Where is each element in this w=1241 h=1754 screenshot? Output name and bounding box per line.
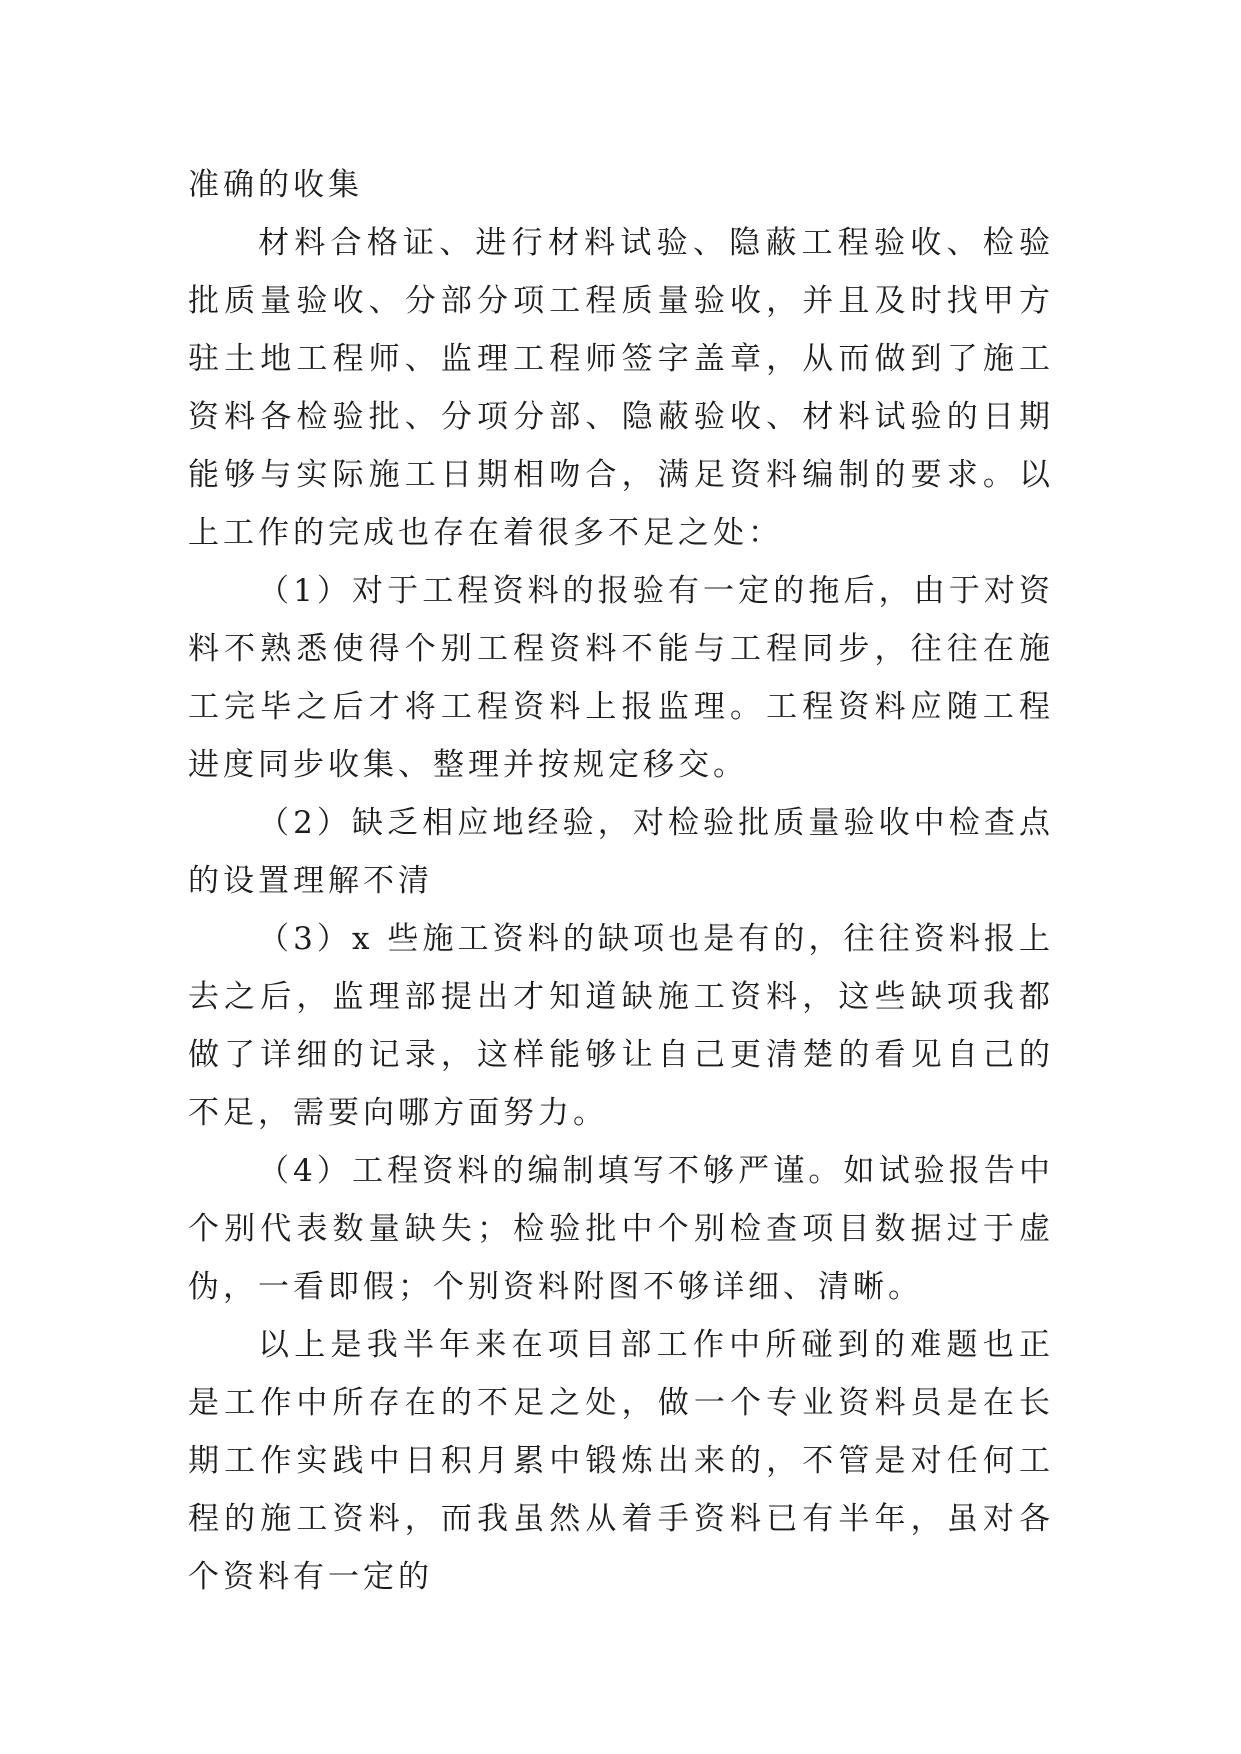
paragraph: 材料合格证、进行材料试验、隐蔽工程验收、检验批质量验收、分部分项工程质量验收，并且及时找甲方驻土地工程师、监理工程师签字盖章，从而做到了施工资料各检验批、分项分部、隐蔽验收、材料试验的日期能够与实际施工日期相吻合，满足资料编制的要求。以上工作的完成也存在着很多不足之处： xyxy=(188,225,1054,551)
paragraph: 准确的收集 xyxy=(188,167,363,203)
list-item-paragraph: （3）x 些施工资料的缺项也是有的，往往资料报上去之后，监理部提出才知道缺施工资料，这些缺项我都做了详细的记录，这样能够让自己更清楚的看见自己的不足，需要向哪方面努力。 xyxy=(188,921,1054,1131)
list-item-paragraph: （2）缺乏相应地经验，对检验批质量验收中检查点的设置理解不清 xyxy=(188,805,1054,899)
document-body xyxy=(188,156,1054,1606)
paragraph: 以上是我半年来在项目部工作中所碰到的难题也正是工作中所存在的不足之处，做一个专业资料员是在长期工作实践中日积月累中锻炼出来的，不管是对任何工程的施工资料，而我虽然从着手资料已有半年，虽对各个资料有一定的 xyxy=(188,1327,1054,1595)
list-item-paragraph: （4）工程资料的编制填写不够严谨。如试验报告中个别代表数量缺失；检验批中个别检查项目数据过于虚伪，一看即假；个别资料附图不够详细、清晰。 xyxy=(188,1153,1054,1305)
list-item-paragraph: （1）对于工程资料的报验有一定的拖后，由于对资料不熟悉使得个别工程资料不能与工程同步，往往在施工完毕之后才将工程资料上报监理。工程资料应随工程进度同步收集、整理并按规定移交。 xyxy=(188,573,1054,783)
